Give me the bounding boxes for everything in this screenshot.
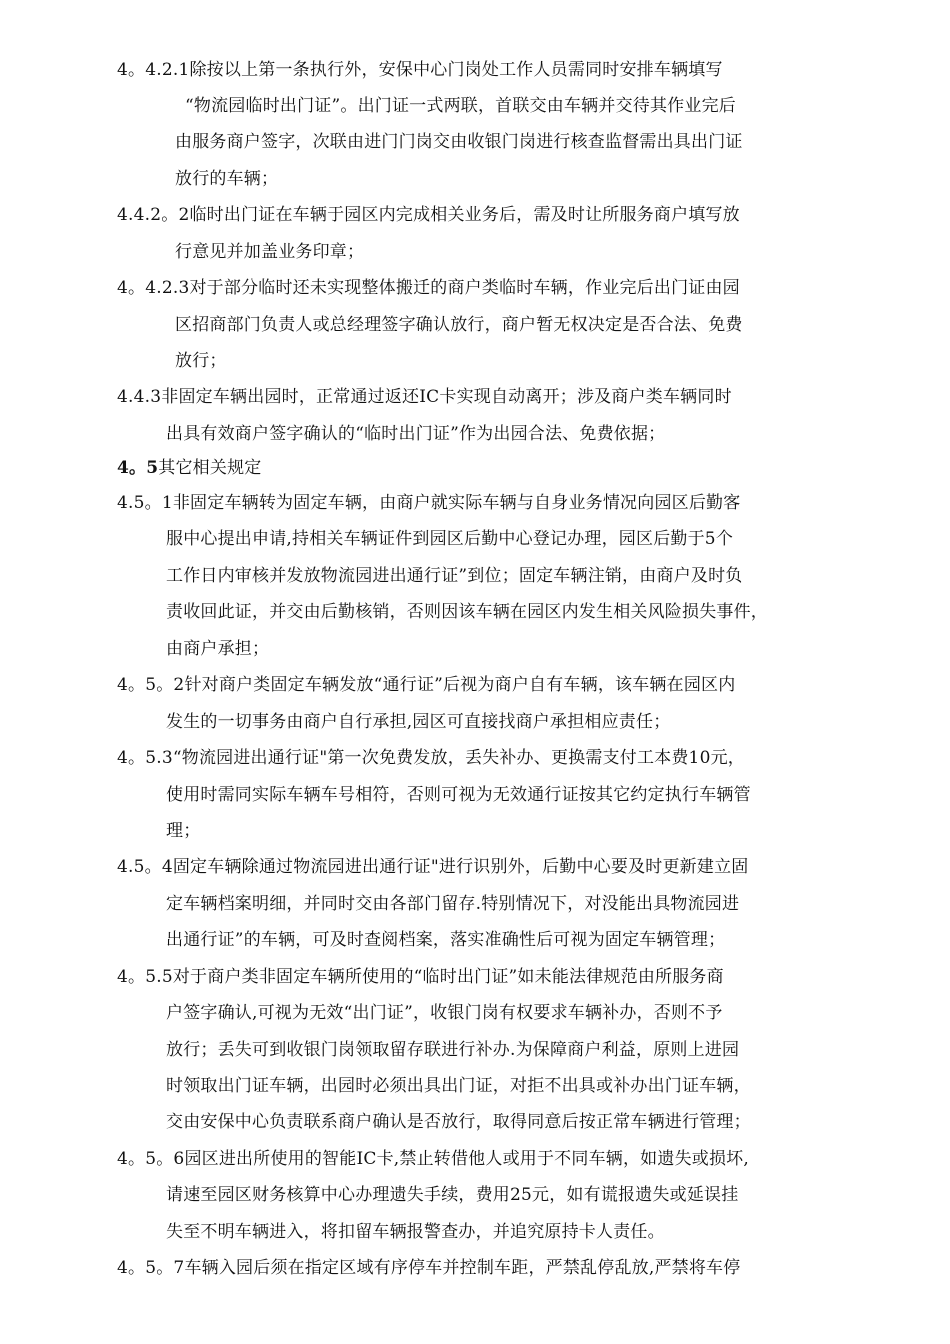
text-line: 时领取出门证车辆，出园时必须出具出门证，对拒不出具或补办出门证车辆， bbox=[166, 1076, 751, 1096]
text-line: 4。5。6园区进出所使用的智能IC卡,禁止转借他人或用于不同车辆，如遗失或损坏, bbox=[117, 1149, 749, 1169]
text-line: 出通行证”的车辆，可及时查阅档案，落实准确性后可视为固定车辆管理； bbox=[166, 930, 726, 950]
text-line: 定车辆档案明细，并同时交由各部门留存.特别情况下，对没能出具物流园进 bbox=[166, 894, 740, 914]
text-line: 放行；丢失可到收银门岗领取留存联进行补办.为保障商户利益，原则上进园 bbox=[166, 1040, 740, 1060]
text-line: 4。5。2针对商户类固定车辆发放“通行证”后视为商户自有车辆，该车辆在园区内 bbox=[117, 675, 736, 695]
text-line: “物流园临时出门证”。出门证一式两联，首联交由车辆并交待其作业完后 bbox=[185, 96, 736, 116]
text-line: 4。5.5对于商户类非固定车辆所使用的“临时出门证”如未能法律规范由所服务商 bbox=[117, 967, 724, 987]
text-line: 4。4.2.1除按以上第一条执行外，安保中心门岗处工作人员需同时安排车辆填写 bbox=[117, 60, 723, 80]
text-line: 户签字确认,可视为无效“出门证”，收银门岗有权要求车辆补办，否则不予 bbox=[166, 1003, 723, 1023]
section-heading-4-5 bbox=[117, 456, 261, 480]
text-line: 4。5。7车辆入园后须在指定区域有序停车并控制车距，严禁乱停乱放,严禁将车停 bbox=[117, 1258, 741, 1278]
text-line: 由服务商户签字，次联由进门门岗交由收银门岗进行核查监督需出具出门证 bbox=[175, 132, 743, 152]
text-line: 4.5。1非固定车辆转为固定车辆，由商户就实际车辆与自身业务情况向园区后勤客 bbox=[117, 493, 741, 513]
text-line: 责收回此证，并交由后勤核销，否则因该车辆在园区内发生相关风险损失事件， bbox=[166, 602, 768, 622]
text-line: 发生的一切事务由商户自行承担,园区可直接找商户承担相应责任； bbox=[166, 712, 671, 732]
section-heading-number: 4。5 bbox=[117, 458, 159, 478]
text-line: 4.5。4固定车辆除通过物流园进出通行证"进行识别外，后勤中心要及时更新建立固 bbox=[117, 857, 749, 877]
text-line: 区招商部门负责人或总经理签字确认放行，商户暂无权决定是否合法、免费 bbox=[175, 315, 743, 335]
text-line: 交由安保中心负责联系商户确认是否放行，取得同意后按正常车辆进行管理； bbox=[166, 1112, 751, 1132]
section-heading-text: 其它相关规定 bbox=[158, 458, 262, 478]
text-line: 4。4.2.3对于部分临时还未实现整体搬迁的商户类临时车辆，作业完后出门证由园 bbox=[117, 278, 740, 298]
text-line: 由商户承担； bbox=[166, 639, 270, 659]
text-line: 失至不明车辆进入，将扣留车辆报警查办，并追究原持卡人责任。 bbox=[166, 1222, 665, 1242]
text-line: 请速至园区财务核算中心办理遗失手续，费用25元，如有谎报遗失或延误挂 bbox=[166, 1185, 739, 1205]
text-line: 使用时需同实际车辆车号相符，否则可视为无效通行证按其它约定执行车辆管 bbox=[166, 785, 751, 805]
text-line: 工作日内审核并发放物流园进出通行证”到位；固定车辆注销，由商户及时负 bbox=[166, 566, 743, 586]
text-line: 出具有效商户签字确认的“临时出门证”作为出园合法、免费依据； bbox=[166, 424, 666, 444]
text-line: 4.4.3非固定车辆出园时，正常通过返还IC卡实现自动离开；涉及商户类车辆同时 bbox=[117, 387, 732, 407]
text-line: 放行的车辆； bbox=[175, 169, 279, 189]
text-line: 放行； bbox=[175, 351, 227, 371]
text-line: 服中心提出申请,持相关车辆证件到园区后勤中心登记办理，园区后勤于5个 bbox=[166, 529, 734, 549]
text-line: 4。5.3“物流园进出通行证"第一次免费发放，丢失补办、更换需支付工本费10元， bbox=[117, 748, 745, 768]
text-line: 4.4.2。2临时出门证在车辆于园区内完成相关业务后，需及时让所服务商户填写放 bbox=[117, 205, 740, 225]
text-line: 行意见并加盖业务印章； bbox=[175, 242, 365, 262]
text-line: 理； bbox=[166, 821, 201, 841]
